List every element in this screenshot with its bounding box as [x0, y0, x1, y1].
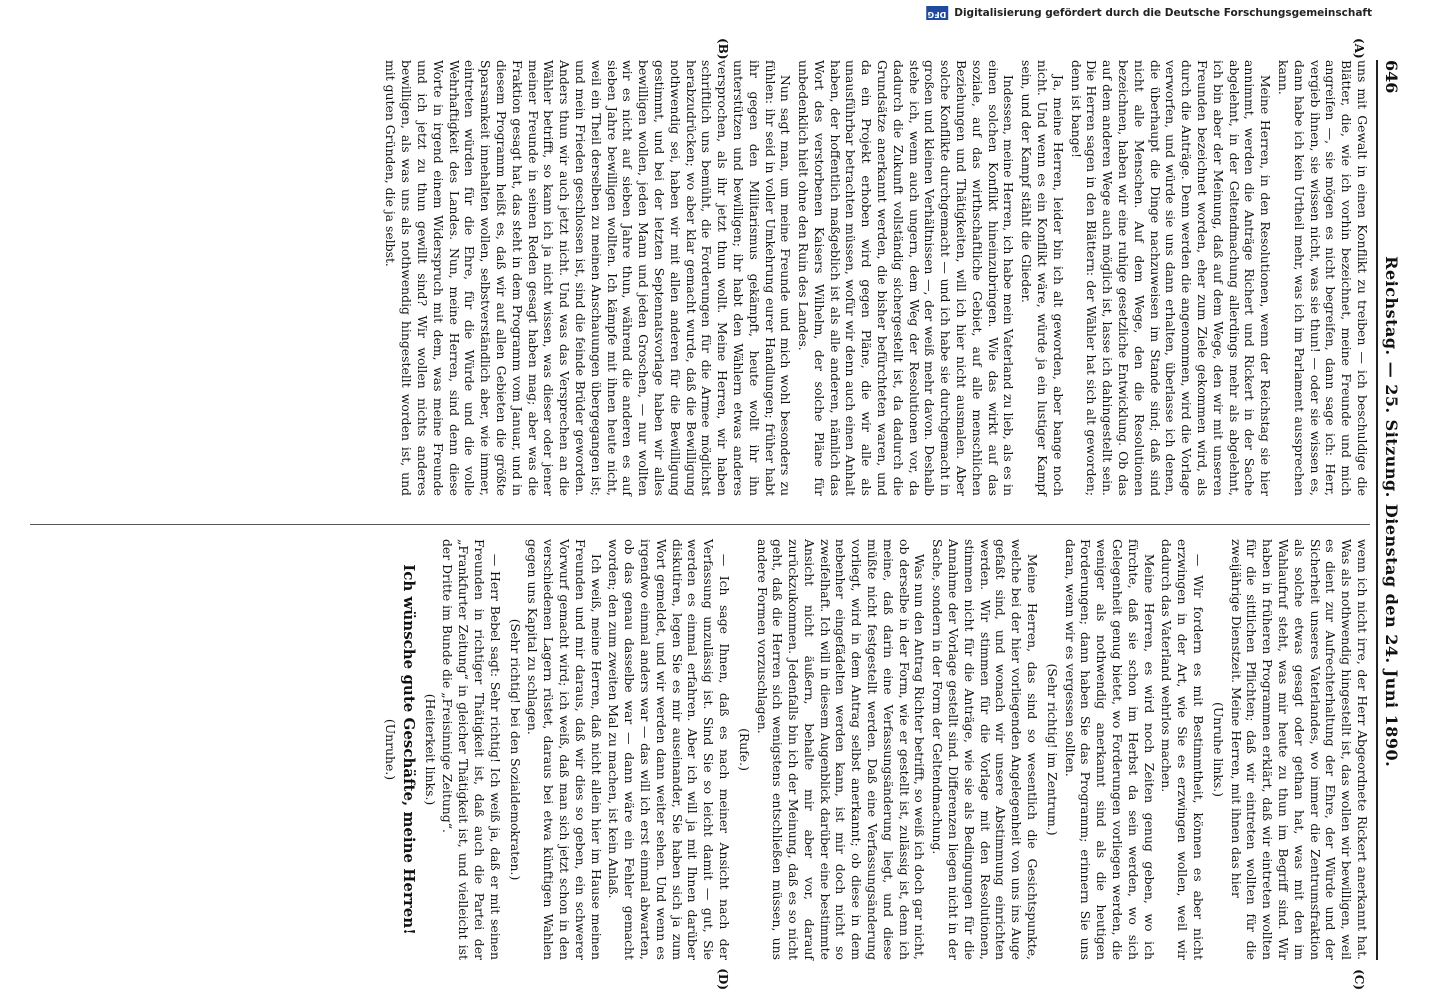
paragraph: Indessen, meine Herren, ich habe mein Vaterland zu lieb, als es in einen solchen Konflikt hineinzubringen. Wie das wirkt auf das soziale, auf das wirthschaftliche Gebiet, auf alle menschlichen Beziehungen und Thätigkeiten, will ich hier nicht ausmalen. Aber solche Konflikte durchgemacht — und ich habe sie durchgemacht in großen und kleinen Verhältnissen —, der weiß mehr davon. Deshalb stehe ich, wenn auch ungern, dem Weg der Resolutionen vor, da dadurch die Zukunft vollständig sichergestellt ist, da dadurch die Grundsätze anerkannt werden, die bisher befürchteten waren, und da ein Projekt erhoben wird gegen Pläne, die wir alle als unausführbar betrachten müssen, wofür wir denn auch einen Anhalt haben, der hoffentlich maßgeblich ist als alle anderen, nämlich das Wort des verstorbenen Kaisers Wilhelm, der solche Pläne für unbedenklich hielt ohne den Ruin des Landes.: [796, 60, 1017, 496]
paragraph: — Herr Bebel sagt: Sehr richtig! Ich weiß ja, daß er mit seinen Freunden in richtiger Thätigkeit ist, daß auch die Partei der „Frankfurter Zeitung“ in gleicher Thätigkeit ist, und vielleicht ist der Dritte im Bunde die „Freisinnige Zeitung“.: [440, 539, 503, 960]
paragraph: — Wir fordern es mit Bestimmtheit, können es aber nicht erzwingen in der Art, wie Sie es erzwingen wollen, weil wir dadurch das Vaterland wehrlos machen.: [1159, 539, 1207, 960]
page-number: 646: [1382, 60, 1401, 94]
digitization-note: [926, 6, 1372, 20]
audience-reaction: (Unruhe links.): [1210, 702, 1226, 797]
paragraph: Ich weiß, meine Herren, daß nicht allein hier im Hause meinen Freunden und mir daraus, daß wir dies so geben, ein schwerer Vorwurf gemacht wird; ich weiß, daß man sich jetzt schon in den verschiedenen Lagern rüstet, daraus bei etwa künftigen Wahlen gegen uns Kapital zu schlagen.: [525, 539, 604, 960]
margin-marker-a: (A): [1352, 38, 1366, 59]
margin-marker-c: (C): [1352, 969, 1366, 990]
audience-reaction: (Sehr richtig! im Zentrum.): [1044, 663, 1060, 836]
paragraph: Meine Herren, es wird noch Zeiten genug geben, wo ich fürchte, daß sie schon im Herbst da sein werden, wo sich Gelegenheit genug bietet, wo Forderungen vorliegen werden, die weniger als nothwendig anerkannt sind als die heutigen Forderungen; dann haben Sie das Programm; erinnern Sie uns daran, wenn wir es vergessen sollten.: [1062, 539, 1157, 960]
paragraph: wenn ich nicht irre, der Herr Abgeordnete Rickert anerkannt hat. Was als nothwendig hingestellt ist, das wollen wir bewilligen, weil es dient zur Aufrechterhaltung der Ehre, der Würde und der Sicherheit unseres Vaterlandes, wo immer die Zentrumsfraktion als solche etwas gesagt oder gethan hat, was mit den im Wahlaufruf steht, was mir heute zu thun im Begriff sind. Wir haben in früheren Programmen erklärt, daß wir eintreten wollten für die sittlichen Pflichten; daß wir eintreten wollten für die zweijährige Dienstzeit. Meine Herren, mit ihnen das hier: [1228, 539, 1370, 960]
funding-credit: Digitalisierung gefördert durch die Deutsche Forschungsgemeinschaft: [954, 7, 1372, 19]
paragraph: Meine Herren, das sind so wesentlich die Gesichtspunkte, welche bei der hier vorliegenden Angelegenheit von uns ins Auge gefaßt sind, und wonach wir unsere Abstimmung einrichten werden. Wir stimmen für die Vorlage mit den Resolutionen, stimmen nicht für die Anträge, wie sie als Bedingungen für die Annahme der Vorlage gestellt sind. Differenzen liegen nicht in der Sache, sondern in der Form der Geltendmachung.: [930, 539, 1041, 960]
right-column: [30, 524, 1370, 990]
paragraph: uns mit Gewalt in einen Konflikt zu treiben — ich beschuldige die Blätter, die, wie ich vorhin bezeichnet, meine Freunde und mich angreifen —, sie mögen es nicht begreifen, dann sage ich: Herr, vergieb ihnen, sie wissen nicht, was sie thun! — oder sie wissen es, dann habe ich kein Urtheil mehr, was ich im Parlament aussprechen kann.: [1276, 60, 1370, 496]
dfg-logo-icon: DFG: [926, 6, 948, 20]
audience-reaction: (Unruhe.): [382, 718, 398, 781]
page-header: [1376, 60, 1412, 960]
closing-remark: Ich wünsche gute Geschäfte, meine Herren!: [399, 564, 418, 935]
margin-marker-b: (B): [716, 38, 730, 60]
paragraph: — Ich sage Ihnen, daß es nach meiner Ansicht nach der Verfassung unzulässig ist. Sind Sie so leicht damit — gut, Sie werden es einmal erfahren. Aber ich will ja mit Ihnen darüber diskutiren, legen Sie es mir auseinander, Sie haben sich ja zum Wort gemeldet, und wir werden dann weiter sehen. Und wenn es irgendwo einmal anders war — das will ich erst einmal abwarten, ob das genau dasselbe war — dann wäre ein Fehler gemacht worden; den zum zweiten Mal zu machen, ist kein Anlaß.: [606, 539, 732, 960]
paragraph: Was nun den Antrag Richter betrifft, so weiß ich doch gar nicht, ob derselbe in der Form, wie er gestellt ist, zulässig ist, denn ich meine, daß darin eine Verfassungsänderung liegt, und diese müßte nicht festgestellt werden. Daß eine Verfassungsänderung vorliegt, wird in dem Antrag selbst anerkannt; ob diese in dem nebenher eingefädelten werden kann, ist mir doch nicht so zweifelhaft. Ich will in diesem Augenblick darüber eine bestimmte Ansicht nicht äußern, behalte mir aber vor, darauf zurückzukommen. Jedenfalls bin ich der Meinung, daß es so nicht geht, daß die Herren sich wenigstens entschließen müssen, uns andere Formen vorzuschlagen.: [754, 539, 928, 960]
left-column: [30, 38, 1370, 496]
audience-reaction: (Rufe.): [736, 728, 752, 771]
margin-marker-d: (D): [716, 968, 730, 990]
text-columns: [30, 38, 1370, 990]
audience-reaction: (Heiterkeit links.): [422, 693, 438, 806]
audience-reaction: (Sehr richtig! bei den Sozialdemokraten.): [507, 618, 523, 881]
page-title: Reichstag. — 25. Sitzung. Dienstag den 24. Juni 1890.: [1382, 256, 1401, 768]
paragraph: Meine Herren, in den Resolutionen, wenn der Reichstag sie hier annimmt, werden die Anträge Richert und Rickert in der Sache abgelehnt, in der Geltendmachung allerdings mehr als abgelehnt, ich bin aber der Meinung, daß auf dem Wege, den wir mit unseren Freunden bezeichnet worden, eher zum Ziele gekommen wird, als durch die Anträge. Denn werden die angenommen, wird die Vorlage verworfen, und würde sie uns dann erhalten, überlasse ich denen, die überhaupt die Dinge nachzuweisen im Stande sind; daß sind nicht alle Menschen. Auf dem Wege, den die Resolutionen bezeichnen, haben wir eine ruhige gesetzliche Entwicklung. Ob das auf dem anderen Wege auch möglich ist, lasse ich dahingestellt sein. Die Herren sagen in den Blättern: der Wähler hat sich alt geworden; denn ist bange!: [1068, 60, 1274, 496]
paragraph: Ja, meine Herren, leider bin ich alt geworden, aber bange noch nicht. Und wenn es ein Konflikt wäre, würde ja ein lustiger Kampf sein, und der Kampf stählt die Glieder.: [1019, 60, 1066, 496]
paragraph: Nun sagt man, um meine Freunde und mich wohl besonders zu fühlen: ihr seid in voller Umkehrung eurer Handlungen; früher habt ihr gegen den Militarismus gekämpft, heute wollt ihr ihn unterstützen und bewilligen; ihr habt den Wählern etwas anderes versprochen, als ihr jetzt thun wollt. Meine Herren, wir haben schriftlich uns bemüht, die Forderungen für die Armee möglichst herabzudrücken; wo aber klar gemacht wurde, daß die Bewilligung nothwendig sei, haben wir mit allen anderen für die Bewilligung gestimmt, und bei der letzten Septennatsvorlage haben wir alles bewilligen wollen, jeden Mann und jeden Groschen, — nur wollten wir es nicht auf sieben Jahre thun, während die anderen es auf sieben Jahre bewilligen wollten. Ich kämpfe mit ihnen heute nicht, weil ein Theil derselben zu meinen Anschauungen übergegangen ist; und mein Frieden geschlossen ist, sind die feinde Brüder geworden. Anders thun wir auch jetzt nicht. Und was das Versprechen an die Wähler betrifft, so kann ich ja nicht wissen, was dieser oder jener meiner Freunde in seinen Reden gesagt haben mag; aber was die Fraktion gesagt hat, das steht in dem Programm vom Januar, und in diesem Programm heißt es, daß wir auf allen Gebieten die größte Sparsamkeit innehalten wollen, selbstverständlich aber, wie immer, eintreten würden für die Ehre, für die Würde und die volle Wehrhaftigkeit des Landes. Nun, meine Herren, sind denn diese Worte in irgend einem Widerspruch mit dem, was meine Freunde und ich jetzt zu thun gewillt sind? Wir wollen nichts anderes bewilligen, als was uns als nothwendig hingestellt worden ist, und mit guten Gründen, die ja selbst.: [383, 60, 794, 496]
